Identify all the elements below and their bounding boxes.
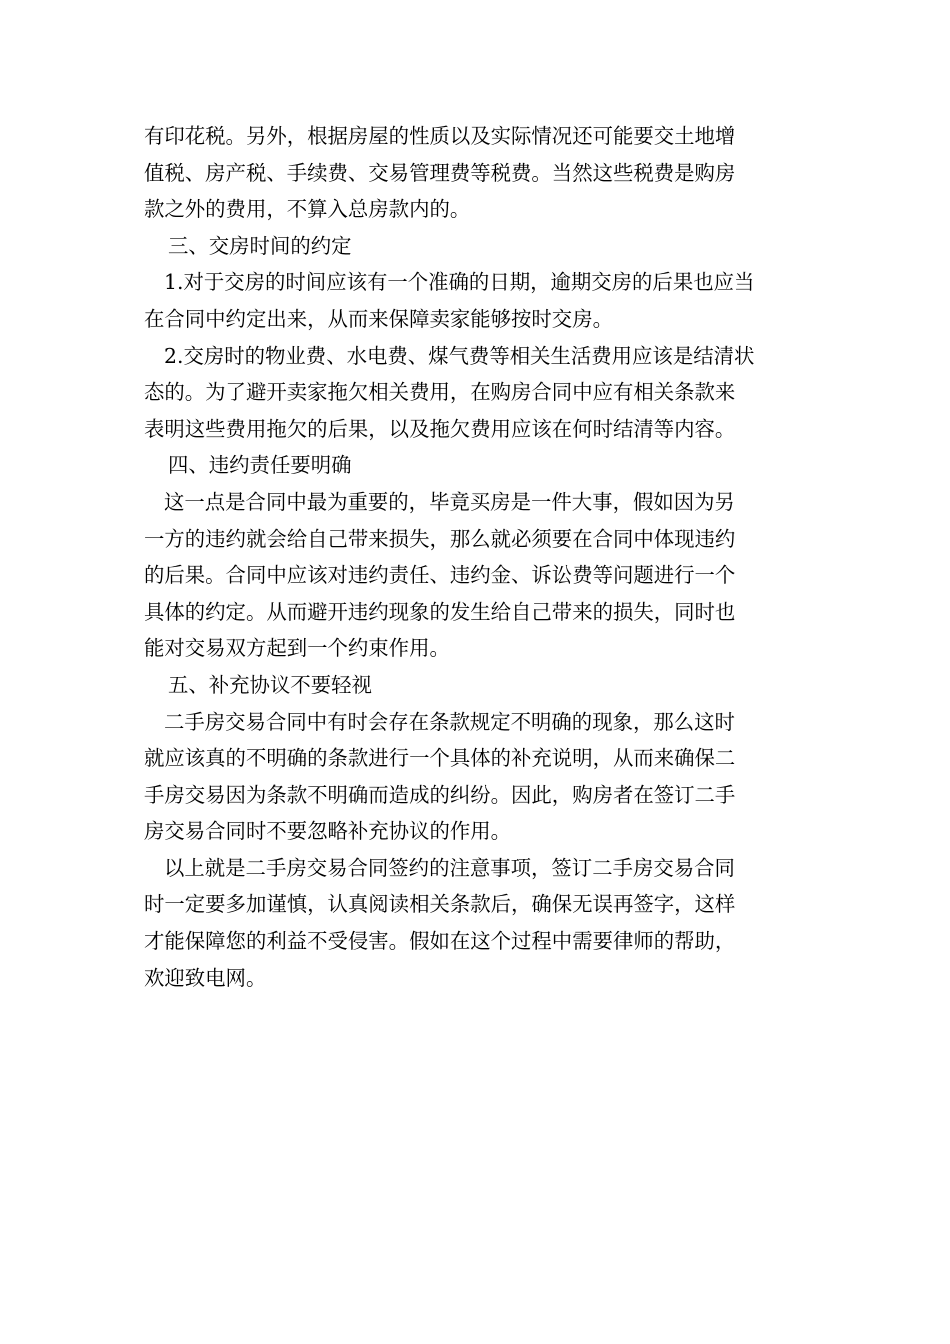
text-line: 表明这些费用拖欠的后果，以及拖欠费用应该在何时结清等内容。 <box>144 416 736 441</box>
text-line: 这一点是合同中最为重要的，毕竟买房是一件大事，假如因为另 <box>164 489 735 514</box>
text-line: 值税、房产税、手续费、交易管理费等税费。当然这些税费是购房 <box>144 160 736 185</box>
text-line: 态的。为了避开卖家拖欠相关费用，在购房合同中应有相关条款来 <box>144 380 736 405</box>
text-line: 款之外的费用，不算入总房款内的。 <box>144 197 471 222</box>
text-line: 一方的违约就会给自己带来损失，那么就必须要在合同中体现违约 <box>144 526 736 551</box>
text-line: 手房交易因为条款不明确而造成的纠纷。因此，购房者在签订二手 <box>144 782 736 807</box>
text-line: 房交易合同时不要忽略补充协议的作用。 <box>144 819 512 844</box>
section-heading: 三、交房时间的约定 <box>168 233 352 258</box>
section-heading: 五、补充协议不要轻视 <box>168 672 372 697</box>
text-line: 就应该真的不明确的条款进行一个具体的补充说明，从而来确保二 <box>144 746 736 771</box>
text-line: 二手房交易合同中有时会存在条款规定不明确的现象，那么这时 <box>164 709 735 734</box>
document-body <box>144 118 812 996</box>
text-line: 1.对于交房的时间应该有一个准确的日期，逾期交房的后果也应当 <box>164 270 755 295</box>
section-heading: 四、违约责任要明确 <box>168 453 352 478</box>
text-line: 的后果。合同中应该对违约责任、违约金、诉讼费等问题进行一个 <box>144 563 736 588</box>
text-line: 时一定要多加谨慎，认真阅读相关条款后，确保无误再签字，这样 <box>144 892 736 917</box>
text-line: 才能保障您的利益不受侵害。假如在这个过程中需要律师的帮助， <box>144 929 736 954</box>
text-line: 有印花税。另外，根据房屋的性质以及实际情况还可能要交土地增 <box>144 124 736 148</box>
text-line: 欢迎致电网。 <box>144 965 267 990</box>
text-line: 能对交易双方起到一个约束作用。 <box>144 636 450 661</box>
text-line: 以上就是二手房交易合同签约的注意事项，签订二手房交易合同 <box>164 855 735 880</box>
text-line: 2.交房时的物业费、水电费、煤气费等相关生活费用应该是结清状 <box>164 343 755 368</box>
text-line: 在合同中约定出来，从而来保障卖家能够按时交房。 <box>144 306 613 331</box>
text-line: 具体的约定。从而避开违约现象的发生给自己带来的损失，同时也 <box>144 599 736 624</box>
